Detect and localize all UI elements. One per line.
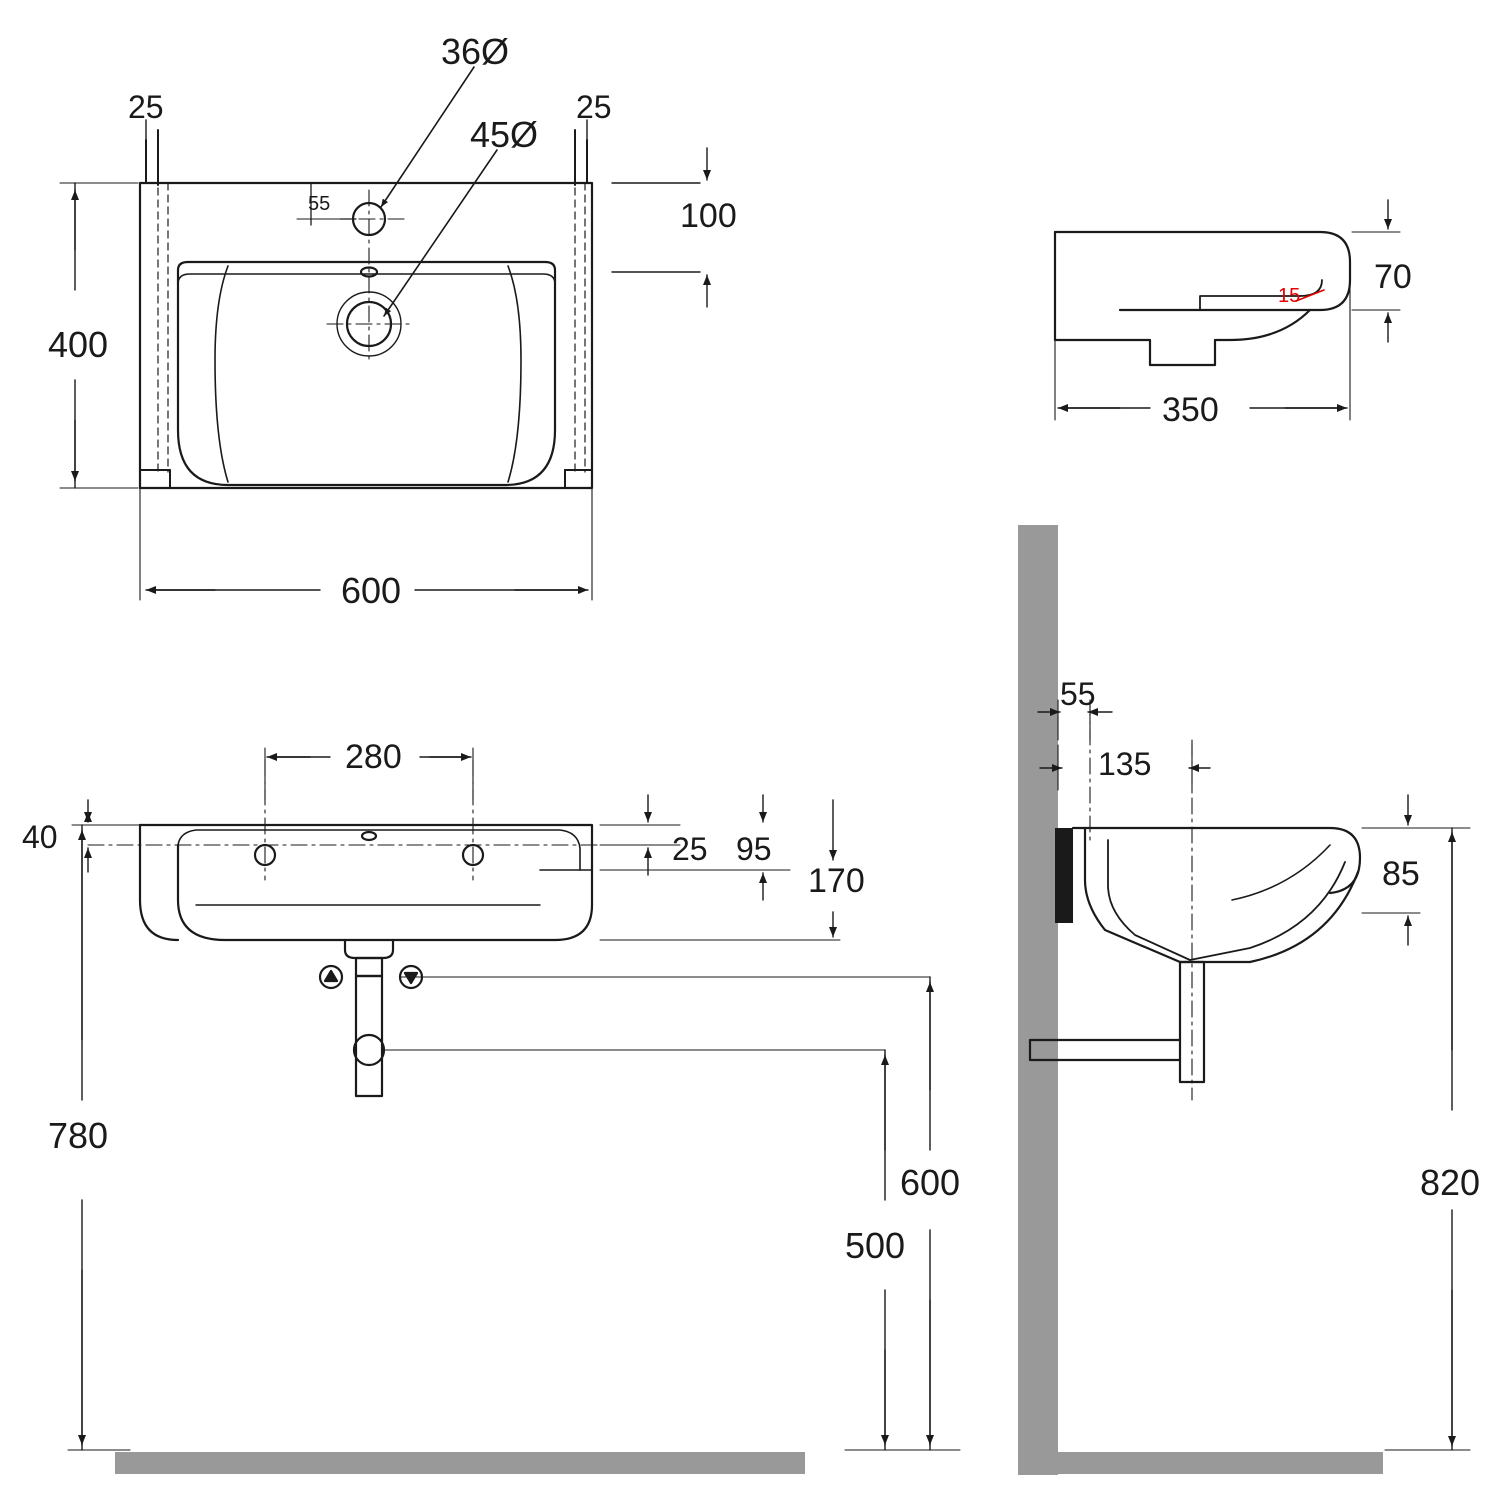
label-bowl-depth-95: 95 <box>736 831 772 867</box>
wall-section <box>1018 525 1058 1475</box>
label-width-600: 600 <box>341 570 402 611</box>
label-bracket-spacing-280: 280 <box>345 738 402 776</box>
label-waste-hole-dia: 45Ø <box>470 114 539 155</box>
label-rim-slope-15: 15 <box>1278 285 1301 307</box>
label-floor-to-rim-780: 780 <box>48 1115 109 1156</box>
floor-line-front <box>115 1452 805 1474</box>
label-outlet-600: 600 <box>900 1162 961 1203</box>
label-back-to-bowl: 100 <box>680 197 737 235</box>
label-depth-400: 400 <box>48 324 109 365</box>
label-floor-to-top-820: 820 <box>1420 1162 1481 1203</box>
label-bowl-depth-85: 85 <box>1382 855 1420 893</box>
label-top-offset-40: 40 <box>22 819 58 855</box>
floor-line-section <box>1058 1452 1383 1474</box>
label-depth-350: 350 <box>1162 391 1219 429</box>
label-outlet-500: 500 <box>845 1225 906 1266</box>
label-wall-to-tap-55: 55 <box>1060 676 1096 712</box>
label-rim-thickness-25: 25 <box>672 831 708 867</box>
label-wall-to-waste-135: 135 <box>1098 746 1152 782</box>
label-rim-height-70: 70 <box>1374 258 1412 296</box>
label-left-bracket-offset: 25 <box>128 89 164 125</box>
label-body-height-170: 170 <box>808 862 865 900</box>
label-right-bracket-offset: 25 <box>576 89 612 125</box>
wall-bracket <box>1055 828 1073 923</box>
label-tap-hole-back: 55 <box>308 193 331 215</box>
label-tap-hole-dia: 36Ø <box>441 31 510 72</box>
